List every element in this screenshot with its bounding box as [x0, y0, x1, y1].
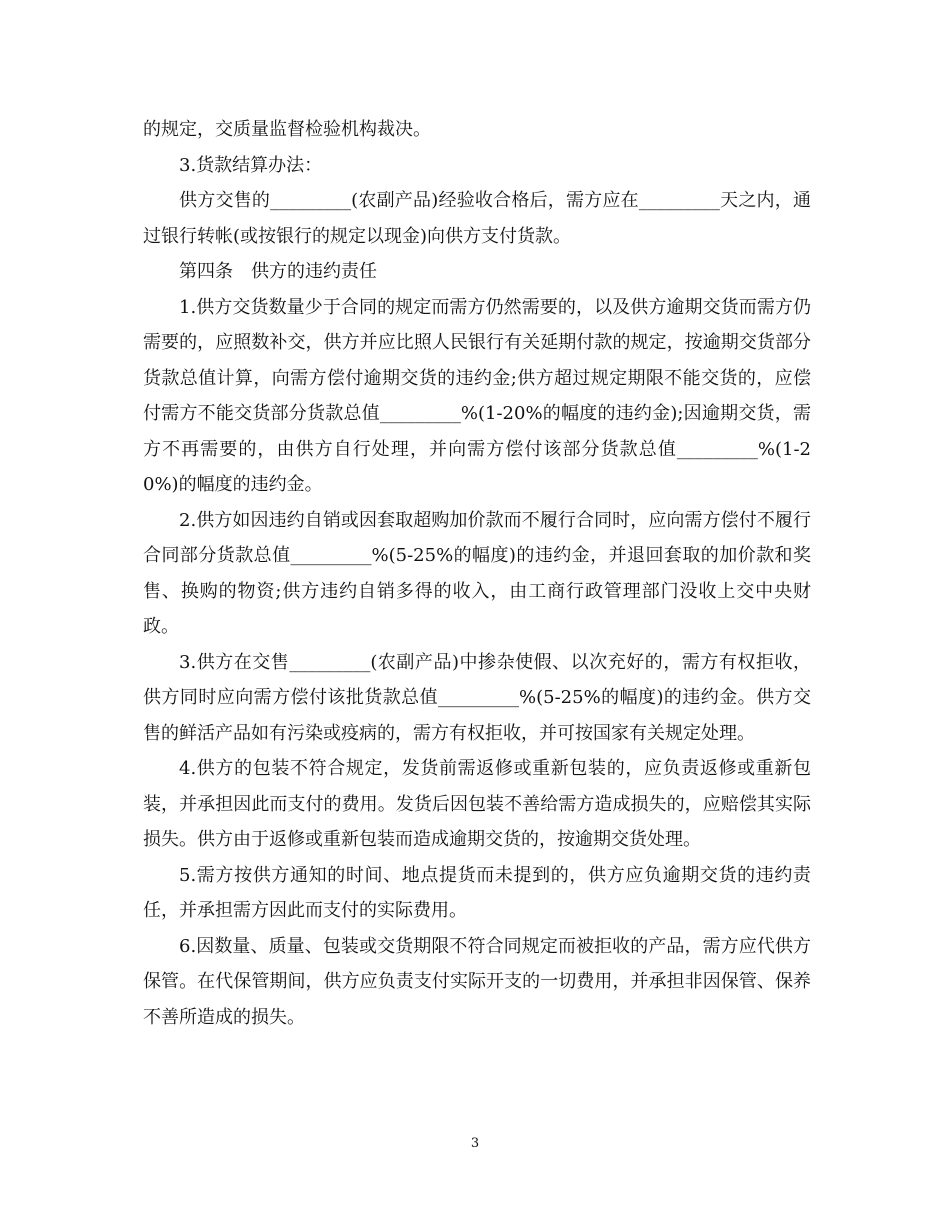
- paragraph-clause-1: 1.供方交货数量少于合同的规定而需方仍然需要的，以及供方逾期交货而需方仍需要的，应照数补交，供方并应比照人民银行有关延期付款的规定，按逾期交货部分货款总值计算，向需方偿付逾期交货的违约金;供方超过规定期限不能交货的，应偿付需方不能交货部分货款总值_________%(1-20%的幅度的违约金);因逾期交货，需方不再需要的，由供方自行处理，并向需方偿付该部分货款总值_________%(1-20%)的幅度的违约金。: [143, 296, 811, 495]
- paragraph-clause-4: 4.供方的包装不符合规定，发货前需返修或重新包装的，应负责返修或重新包装，并承担因此而支付的费用。发货后因包装不善给需方造成损失的，应赔偿其实际损失。供方由于返修或重新包装而造成逾期交货的，按逾期交货处理。: [143, 758, 811, 850]
- paragraph-clause-5: 5.需方按供方通知的时间、地点提货而未提到的，供方应负逾期交货的违约责任，并承担需方因此而支付的实际费用。: [143, 864, 811, 921]
- document-body: [143, 112, 811, 1035]
- paragraph-clause-6: 6.因数量、质量、包装或交货期限不符合同规定而被拒收的产品，需方应代供方保管。在代保管期间，供方应负责支付实际开支的一切费用，并承担非因保管、保养不善所造成的损失。: [143, 935, 811, 1028]
- paragraph-clause-3: 3.供方在交售_________(农副产品)中掺杂使假、以次充好的，需方有权拒收，供方同时应向需方偿付该批货款总值_________%(5-25%的幅度)的违约金。供方交售的鲜活产品如有污染或疫病的，需方有权拒收，并可按国家有关规定处理。: [143, 651, 811, 744]
- paragraph-payment-terms: 供方交售的_________(农副产品)经验收合格后，需方应在_________天之内，通过银行转帐(或按银行的规定以现金)向供方支付货款。: [143, 190, 811, 247]
- paragraph-payment-method-heading: 3.货款结算办法：: [179, 154, 323, 176]
- paragraph-clause-2: 2.供方如因违约自销或因套取超购加价款而不履行合同时，应向需方偿付不履行合同部分货款总值_________%(5-25%的幅度)的违约金，并退回套取的加价款和奖售、换购的物资;供方违约自销多得的收入，由工商行政管理部门没收上交中央财政。: [143, 509, 811, 637]
- page-number: 3: [470, 1136, 480, 1151]
- paragraph-continuation: 的规定，交质量监督检验机构裁决。: [143, 119, 431, 140]
- article-four-heading: 第四条 供方的违约责任: [179, 261, 377, 282]
